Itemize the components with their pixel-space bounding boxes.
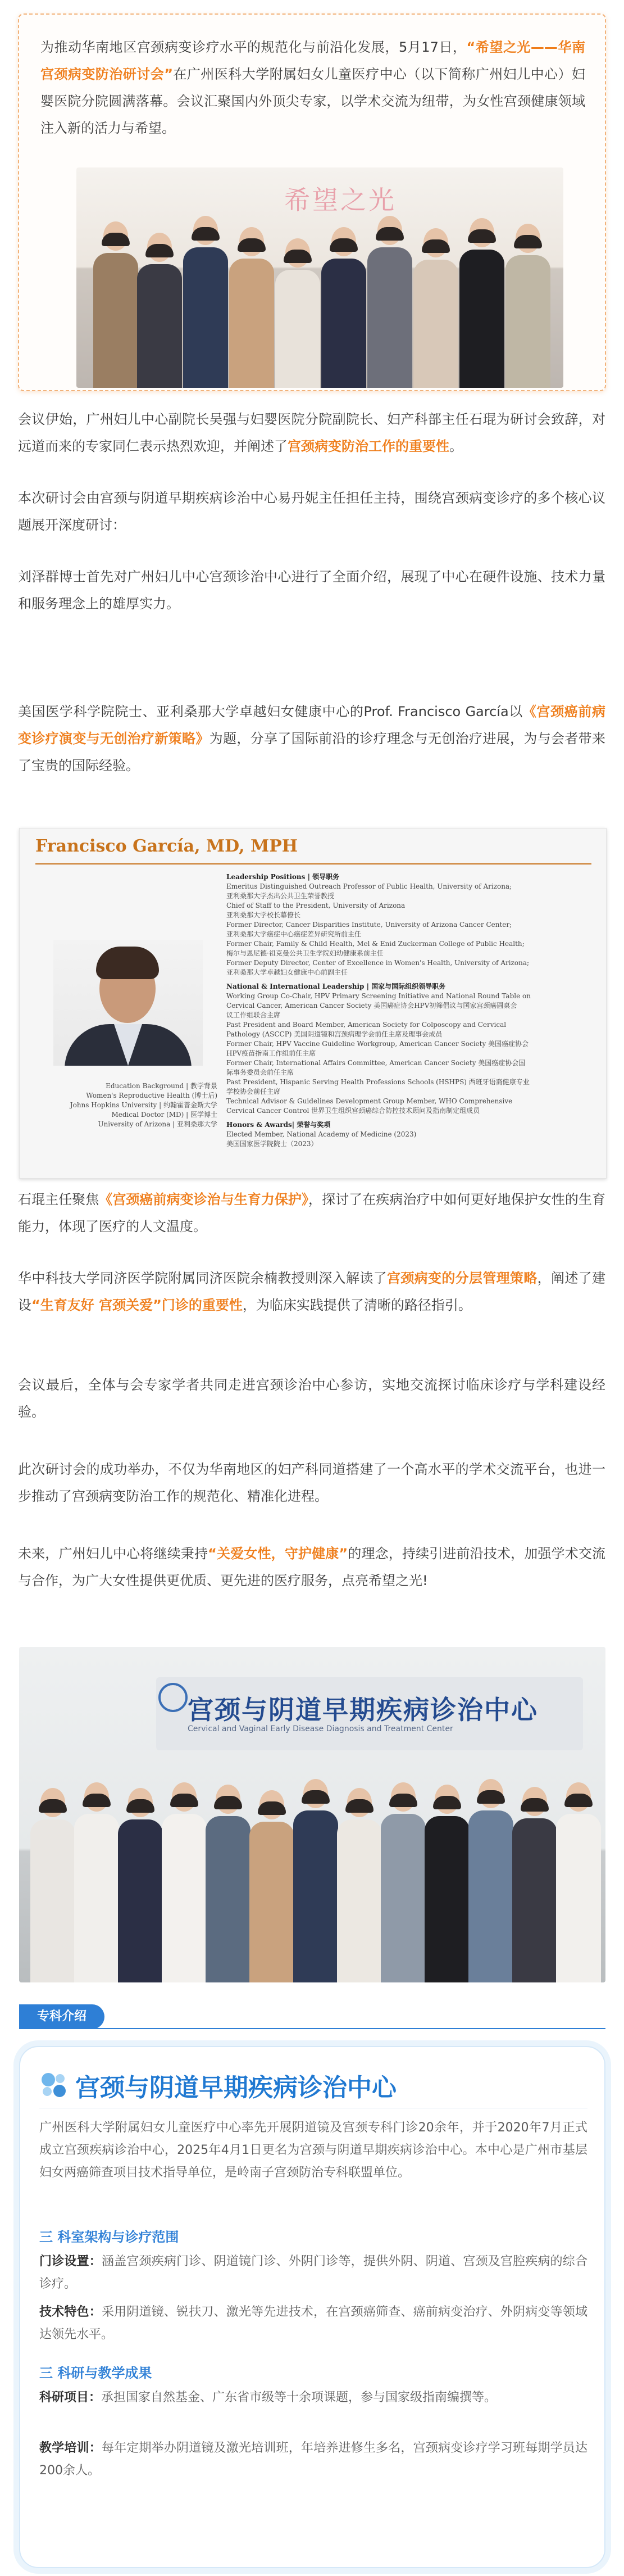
center-sign-title: 宫颈与阴道早期疾病诊治中心 (188, 1695, 538, 1725)
paragraph-liu: 刘泽群博士首先对广州妇儿中心宫颈诊治中心进行了全面介绍，展现了中心在硬件设施、技术力量和服务理念上的雄厚实力。 (18, 569, 605, 612)
highlight-yu-topic: 宫颈病变的分层管理策略 (387, 1270, 538, 1286)
section-title: National & International Leadership | 国家与国际组织领导职务 (226, 983, 446, 990)
intro-card (18, 13, 606, 391)
intro-paragraph (40, 34, 585, 142)
department-intro: 广州医科大学附属妇女儿童医疗中心率先开展阴道镜及宫颈专科门诊20余年，并于2020年7月正式成立宫颈疾病诊治中心，2025年4月1日更名为宫颈与阴道早期疾病诊治中心。本中心是广州市基层妇女两癌筛查项目技术指导单位，是岭南子宫颈防治专科联盟单位。 (39, 2121, 587, 2180)
center-group-photo (19, 1647, 605, 1982)
profile-divider (35, 863, 591, 864)
paragraph-visit: 会议最后，全体与会专家学者共同走进宫颈诊治中心参访，实地交流探讨临床诊疗与学科建设经验。 (18, 1377, 605, 1420)
subheading-research: 三 科研与教学成果 (39, 2365, 152, 2381)
highlight-slogan: “关爱女性，守护健康” (208, 1546, 348, 1561)
paragraph-shi: 石琨主任聚焦《宫颈癌前病变诊治与生育力保护》，探讨了在疾病治疗中如何更好地保护女性的生育能力，体现了医疗的人文温度。 (18, 1192, 606, 1234)
highlight-importance: 宫颈病变防治工作的重要性 (288, 438, 449, 454)
intro-text-1: 为推动华南地区宫颈病变诊疗水平的规范化与前沿化发展，5月17日， (40, 39, 467, 55)
department-card (19, 2046, 605, 2568)
department-title: 宫颈与阴道早期疾病诊治中心 (75, 2074, 397, 2102)
item-training: 教学培训：每年定期举办阴道镜及激光培训班，年培养进修生多名，宫颈病变诊疗学习班每期学员达200余人。 (39, 2441, 587, 2478)
paragraph-summary: 此次研讨会的成功举办，不仅为华南地区的妇产科同道搭建了一个高水平的学术交流平台，也进一步推动了宫颈病变防治工作的规范化、精准化进程。 (18, 1461, 605, 1504)
intro-text-2: 在广州医科大学附属妇女儿童医疗中心（以下简称广州妇儿中心）妇婴医院分院圆满落幕。会议汇聚国内外顶尖专家，以学术交流为纽带，为女性宫颈健康领域注入新的活力与希望。 (40, 66, 585, 136)
paragraph-opening: 会议伊始，广州妇儿中心副院长吴强与妇婴医院分院副院长、妇产科部主任石琨为研讨会致辞，对远道而来的专家同仁表示热烈欢迎，并阐述了宫颈病变防治工作的重要性。 (18, 411, 605, 454)
paragraph-yu: 华中科技大学同济医学院附属同济医院余楠教授则深入解读了宫颈病变的分层管理策略，阐述了建设“生育友好 宫颈关爱”门诊的重要性，为临床实践提供了清晰的路径指引。 (18, 1270, 606, 1313)
profile-name: Francisco García, MD, MPH (35, 836, 298, 856)
hospital-logo-icon (158, 1683, 188, 1712)
paragraph-garcia: 美国医学科学院院士、亚利桑那大学卓越妇女健康中心的Prof. Francisco García以《宫颈癌前病变诊疗演变与无创治疗新策略》为题，分享了国际前沿的诊疗理念与无创治疗进展，为与会者带来了宝贵的国际经验。 (18, 704, 606, 773)
speaker-portrait (53, 940, 203, 1066)
subheading-structure: 三 科室架构与诊疗范围 (39, 2229, 179, 2245)
section-title: Leadership Positions | 领导职务 (226, 873, 340, 881)
dots-icon (39, 2071, 69, 2100)
section-title: Honors & Awards| 荣誉与奖项 (226, 1121, 331, 1129)
item-clinics: 门诊设置：涵盖宫颈疾病门诊、阴道镜门诊、外阴门诊等，提供外阴、阴道、宫颈及宫腔疾病的综合诊疗。 (39, 2254, 587, 2291)
section-tag-rule (19, 2028, 605, 2029)
highlight-clinic: “生育友好 宫颈关爱”门诊的重要性 (31, 1297, 243, 1313)
profile-positions: Leadership Positions | 领导职务 Emeritus Distinguished Outreach Professor of Public Health, University of Arizona; 亚利桑那大学杰出公共卫生荣誉教授 Chief of Staff to the President, University of Arizona 亚利桑那大学校长幕僚长 Former Director, Cancer Disparities Institute, University of Arizona Cancer Center; 亚利桑那大学癌症中心癌症差异研究所前主任 Former Chair, Family & Child Health, Mel & Enid Zuckerman College of Public Health; 梅尔与恩尼德·祖克曼公共卫生学院妇幼健康系前主任 Former Deputy Director, Center of Excellence in Women's Health, University of Arizona; 亚利桑那大学卓越妇女健康中心前副主任 National & International Leadership | 国家与国际组织领导职务 Working Group Co-Chair, HPV Primary Screening Initiative and National Round Table on Cervical Cancer, American Cancer Society 美国癌症协会HPV初筛倡议与国家宫颈癌圆桌会 议工作组联合主席 Past President and Board Member, American Society for Colposcopy and Cervical Pathology (ASCCP) 美国阴道镜和宫颈病理学会前任主席及理事会成员 Former Chair, HPV Vaccine Guideline Workgroup, American Cancer Society 美国癌症协会 HPV疫苗指南工作组前任主席 Former Chair, International Affairs Committee, American Cancer Society 美国癌症协会国 际事务委员会前任主席 Past President, Hispanic Serving Health Professions Schools (HSHPS) 西班牙语裔健康专业 学校协会前任主席 Technical Advisor & Guidelines Development Group Member, WHO Comprehensive Cervical Cancer Control 世界卫生组织宫颈癌综合防控技术顾问及指南制定组成员 Honors & Awards| 荣誉与奖项 Elected Member, National Academy of Medicine (2023) 美国国家医学院院士（2023） (226, 872, 591, 1149)
education-block: Education Background | 教学背景 Women's Reproductive Health (博士后) Johns Hopkins University | 约翰霍普金斯大学 Medical Doctor (MD) | 医学博士 University of Arizona | 亚利桑那大学 (70, 1082, 217, 1128)
speaker-profile-card (19, 828, 607, 1179)
intro-highlight: “希望之光——华南宫颈病变防治研讨会” (40, 39, 586, 82)
center-sign-subtitle: Cervical and Vaginal Early Disease Diagnosis and Treatment Center (188, 1724, 453, 1733)
paragraph-host: 本次研讨会由宫颈与阴道早期疾病诊治中心易丹妮主任担任主持，围绕宫颈病变诊疗的多个核心议题展开深度研讨： (18, 490, 605, 533)
paragraph-future: 未来，广州妇儿中心将继续秉持“关爱女性，守护健康”的理念，持续引进前沿技术，加强学术交流与合作，为广大女性提供更优质、更先进的医疗服务，点亮希望之光! (18, 1546, 606, 1588)
section-tag: 专科介绍 (19, 2004, 104, 2029)
photo-banner-text: 希望之光 (284, 185, 397, 215)
item-research: 科研项目：承担国家自然基金、广东省市级等十余项课题，参与国家级指南编撰等。 (39, 2391, 497, 2405)
highlight-shi-topic: 《宫颈癌前病变诊治与生育力保护》 (99, 1192, 309, 1207)
highlight-garcia-topic: 《宫颈癌前病变诊疗演变与无创治疗新策略》 (18, 704, 605, 746)
item-technology: 技术特色：采用阴道镜、锐扶刀、激光等先进技术，在宫颈癌筛查、癌前病变治疗、外阴病变等领域达领先水平。 (39, 2305, 587, 2342)
meeting-group-photo (76, 167, 563, 388)
